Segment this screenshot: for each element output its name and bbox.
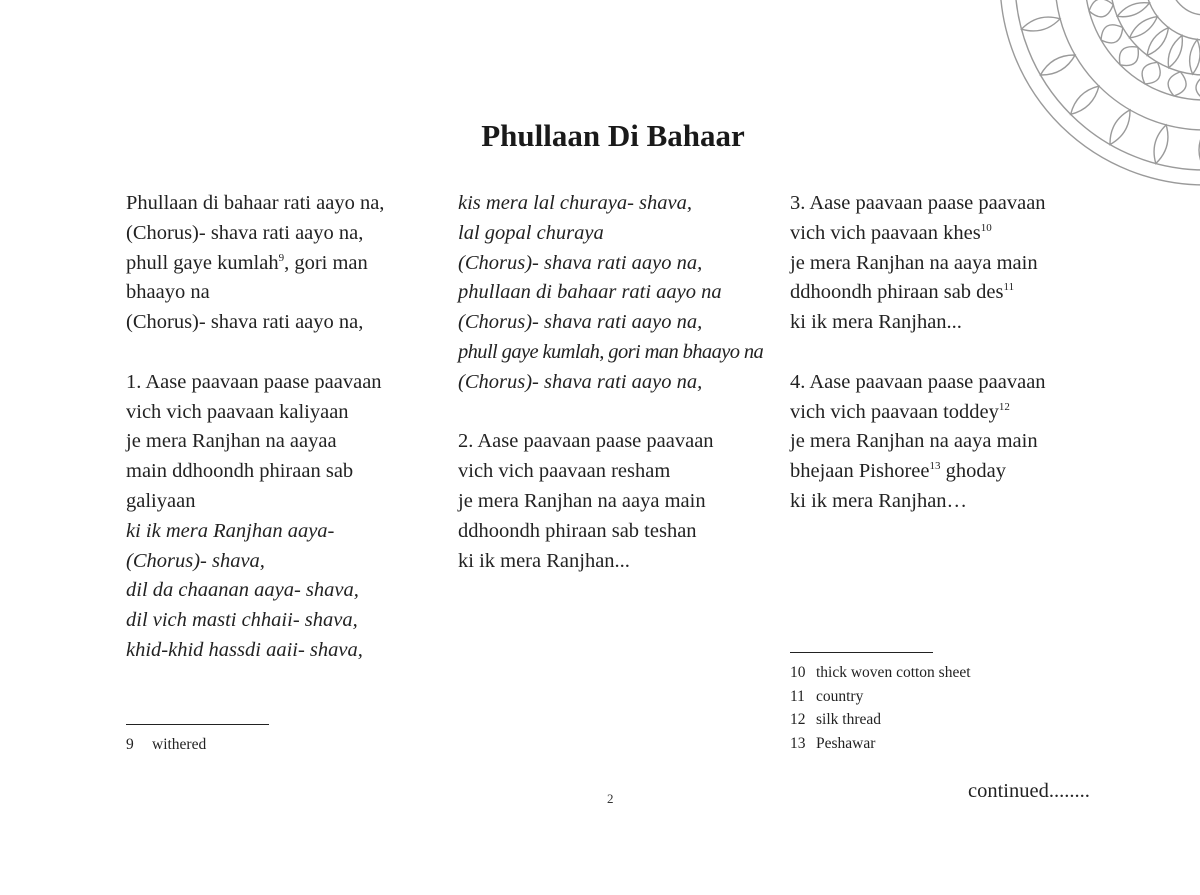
lyric-line: (Chorus)- shava rati aayo na,	[126, 221, 364, 244]
lyric-line: phullaan di bahaar rati aayo na	[458, 281, 722, 304]
lyric-line: (Chorus)- shava rati aayo na,	[458, 311, 703, 334]
lyric-line: khid-khid hassdi aaii- shava,	[126, 638, 363, 661]
lyric-line: phull gaye kumlah, gori man bhaayo na	[458, 340, 764, 363]
footnote-divider	[126, 724, 269, 725]
lyric-line: ki ik mera Ranjhan aaya-	[126, 519, 335, 542]
mandala-ornament	[995, 0, 1200, 190]
lyric-line: dil da chaanan aaya- shava,	[126, 579, 359, 602]
lyric-line: ki ik mera Ranjhan...	[458, 549, 630, 572]
lyric-line: lal gopal churaya	[458, 221, 604, 244]
footnote-ref: 9	[278, 251, 285, 264]
continued-note: continued........	[968, 780, 1090, 802]
lyric-line: vich vich paavaan toddey$^{12}$	[790, 400, 1010, 423]
lyric-line: ki ik mera Ranjhan...	[790, 311, 962, 334]
lyric-line: Phullaan di bahaar rati aayo na,	[126, 192, 385, 214]
footnotes-right	[790, 661, 971, 755]
footnote-ref: 12	[998, 400, 1010, 413]
lyric-line: galiyaan	[126, 489, 196, 512]
lyric-line: (Chorus)- shava rati aayo na,	[458, 370, 703, 393]
footnote-ref: 13	[929, 460, 941, 473]
lyric-line: je mera Ranjhan na aaya main	[790, 251, 1038, 274]
lyric-line: vich vich paavaan khes$^{10}$	[790, 221, 992, 244]
lyric-line: phull gaye kumlah$^9$, gori man	[126, 251, 368, 274]
lyric-line: ddhoondh phiraan sab des$^{11}$	[790, 281, 1015, 304]
lyric-line: bhejaan Pishoree$^{13}$ ghoday	[790, 460, 1006, 483]
footnote: 10 thick woven cotton sheet	[790, 664, 971, 681]
lyric-line: je mera Ranjhan na aayaa	[126, 430, 337, 453]
verse-start: 2. Aase paavaan paase paavaan	[458, 430, 714, 453]
lyric-line: main ddhoondh phiraan sab	[126, 460, 354, 483]
footnote: 11 country	[790, 687, 864, 705]
verse-start: 1. Aase paavaan paase paavaan	[126, 370, 382, 393]
footnote: 9 withered	[126, 736, 207, 753]
footnotes-left	[126, 733, 206, 757]
lyric-line: (Chorus)- shava rati aayo na,	[126, 311, 364, 334]
page-title: Phullaan Di Bahaar	[481, 118, 745, 153]
footnote-divider	[790, 652, 933, 653]
lyric-line: ddhoondh phiraan sab teshan	[458, 519, 697, 542]
lyric-line: je mera Ranjhan na aaya main	[790, 430, 1038, 453]
footnote-ref: 11	[1003, 281, 1015, 294]
verse-start: 3. Aase paavaan paase paavaan	[790, 192, 1046, 214]
lyric-line: (Chorus)- shava,	[126, 549, 265, 572]
lyrics-column-3	[790, 189, 1080, 517]
lyric-line: vich vich paavaan kaliyaan	[126, 400, 349, 423]
lyric-line: je mera Ranjhan na aaya main	[458, 489, 706, 512]
lyric-line: vich vich paavaan resham	[458, 460, 671, 483]
lyrics-column-2	[458, 189, 768, 576]
lyric-line: ki ik mera Ranjhan…	[790, 489, 968, 512]
footnote: 12 silk thread	[790, 711, 881, 729]
verse-start: 4. Aase paavaan paase paavaan	[790, 370, 1046, 393]
page-number: 2	[607, 791, 614, 806]
footnote: 13 Peshawar	[790, 734, 876, 752]
footnote-ref: 10	[980, 221, 992, 234]
lyric-line: kis mera lal churaya- shava,	[458, 192, 692, 214]
lyric-line: bhaayo na	[126, 281, 210, 304]
lyrics-column-1	[126, 189, 426, 666]
lyric-line: (Chorus)- shava rati aayo na,	[458, 251, 703, 274]
lyric-line: dil vich masti chhaii- shava,	[126, 609, 358, 632]
